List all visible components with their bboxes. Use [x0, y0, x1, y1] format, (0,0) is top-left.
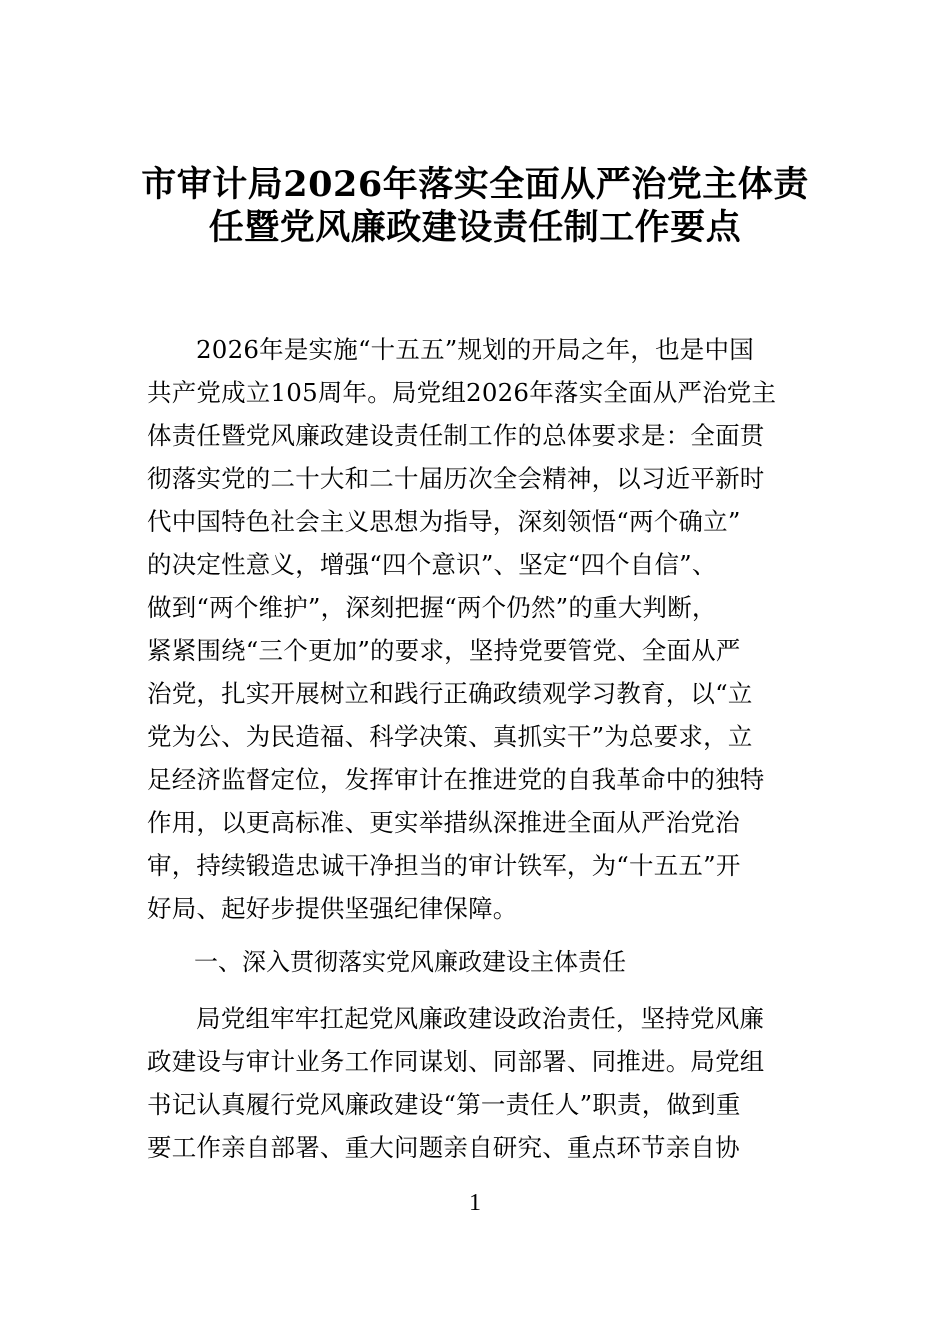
document-title-line-1: 市审计局2026年落实全面从严治党主体责	[141, 164, 809, 205]
paragraph1-line: 紧紧围绕“三个更加”的要求，坚持党要管党、全面从严	[147, 636, 741, 665]
paragraph1-line: 足经济监督定位，发挥审计在推进党的自我革命中的独特	[147, 765, 765, 794]
paragraph1-line: 2026年是实施“十五五”规划的开局之年，也是中国	[196, 335, 754, 364]
paragraph2-line: 政建设与审计业务工作同谋划、同部署、同推进。局党组	[147, 1047, 765, 1076]
paragraph1-line: 共产党成立105周年。局党组2026年落实全面从严治党主	[147, 378, 777, 407]
paragraph2-line: 要工作亲自部署、重大问题亲自研究、重点环节亲自协	[147, 1133, 740, 1162]
paragraph1-line: 做到“两个维护”，深刻把握“两个仍然”的重大判断，	[147, 593, 717, 622]
paragraph2-line: 局党组牢牢扛起党风廉政建设政治责任，坚持党风廉	[196, 1004, 765, 1033]
paragraph1-line: 代中国特色社会主义思想为指导，深刻领悟“两个确立”	[147, 507, 741, 536]
paragraph1-line: 审，持续锻造忠诚干净担当的审计铁军，为“十五五”开	[147, 851, 741, 880]
page-number: 1	[469, 1190, 481, 1216]
paragraph1-line: 作用，以更高标准、更实举措纵深推进全面从严治党治	[147, 808, 740, 837]
paragraph1-line: 党为公、为民造福、科学决策、真抓实干”为总要求，立	[147, 722, 753, 751]
paragraph1-line: 体责任暨党风廉政建设责任制工作的总体要求是：全面贯	[147, 421, 765, 450]
section1-heading: 一、深入贯彻落实党风廉政建设主体责任	[194, 948, 626, 976]
paragraph1-line: 彻落实党的二十大和二十届历次全会精神，以习近平新时	[147, 464, 765, 493]
paragraph1-line: 的决定性意义，增强“四个意识”、坚定“四个自信”、	[147, 550, 717, 579]
paragraph2-line: 书记认真履行党风廉政建设“第一责任人”职责，做到重	[147, 1090, 741, 1119]
paragraph1-line: 治党，扎实开展树立和践行正确政绩观学习教育，以“立	[147, 679, 753, 708]
document-title-line-2: 任暨党风廉政建设责任制工作要点	[208, 207, 742, 248]
paragraph1-line: 好局、起好步提供坚强纪律保障。	[147, 894, 518, 923]
